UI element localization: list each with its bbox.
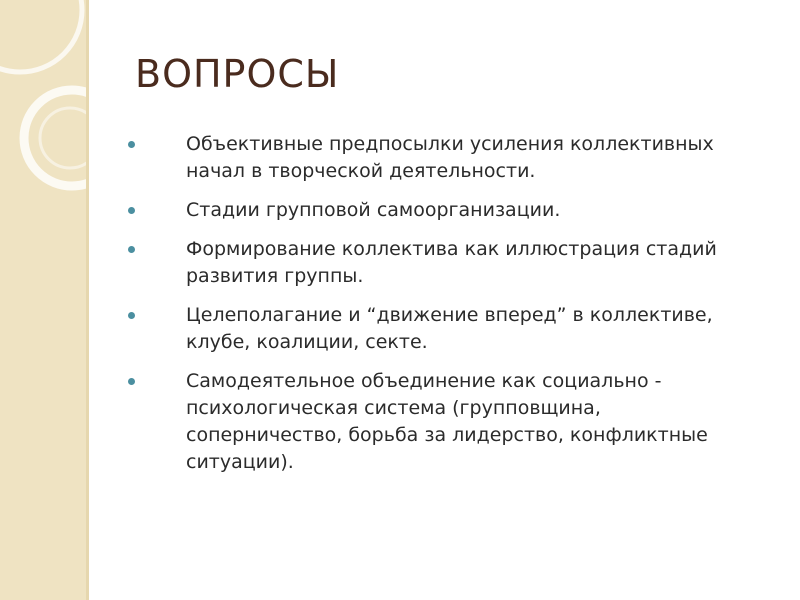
bullet-dot-icon <box>128 141 135 148</box>
bullet-item <box>122 197 742 224</box>
bullet-item <box>122 236 742 290</box>
decorative-circles-graphic <box>0 0 86 600</box>
slide-title: ВОПРОСЫ <box>135 52 340 96</box>
bullet-text: Самодеятельное объединение как социально - психологическая система (групповщина, соперничество, борьба за лидерство, конфликтные ситуации). <box>186 370 708 473</box>
bullet-text: Целеполагание и “движение вперед” в коллективе, клубе, коалиции, секте. <box>186 304 713 353</box>
bullet-item <box>122 131 742 185</box>
bullet-dot-icon <box>128 207 135 214</box>
bullet-item <box>122 302 742 356</box>
bullet-item <box>122 368 742 476</box>
bullet-list <box>122 131 742 488</box>
bullet-dot-icon <box>128 312 135 319</box>
bullet-dot-icon <box>128 246 135 253</box>
bullet-text: Формирование коллектива как иллюстрация стадий развития группы. <box>186 238 717 287</box>
decorative-side-panel <box>0 0 86 600</box>
side-panel-divider <box>86 0 89 600</box>
bullet-text: Стадии групповой самоорганизации. <box>186 199 561 221</box>
bullet-dot-icon <box>128 378 135 385</box>
bullet-text: Объективные предпосылки усиления коллективных начал в творческой деятельности. <box>186 133 714 182</box>
